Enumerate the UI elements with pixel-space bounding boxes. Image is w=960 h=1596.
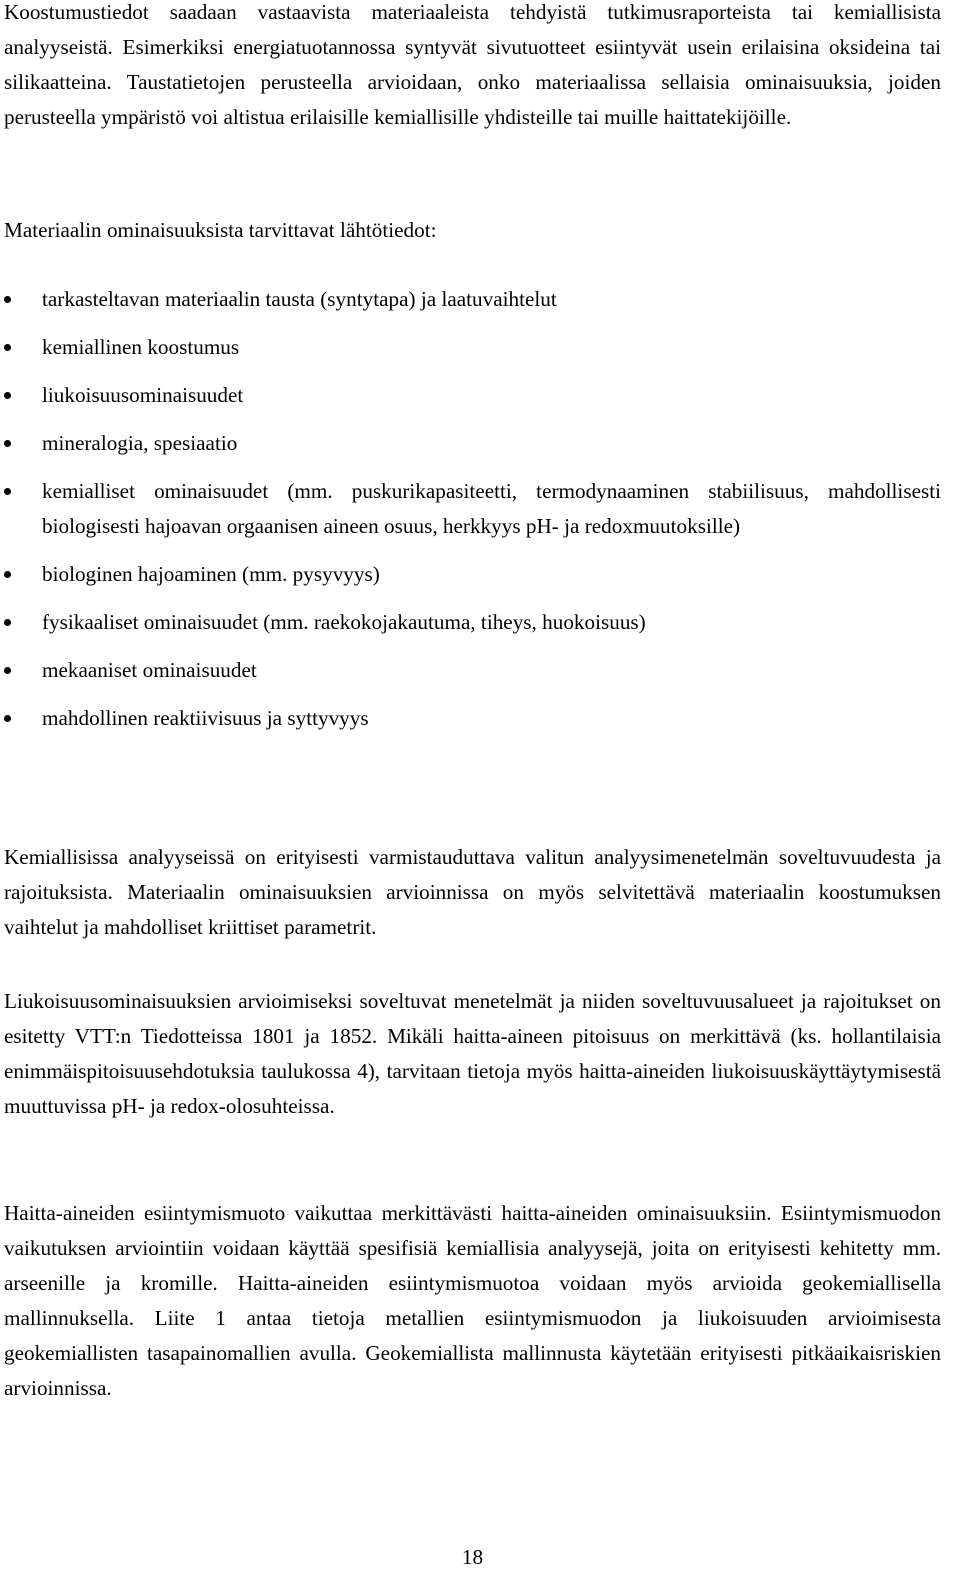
list-item [4,653,941,688]
bullet-icon [4,344,11,351]
list-item [4,605,941,640]
list-item-text: kemialliset ominaisuudet (mm. puskurikapasiteetti, termodynaaminen stabiilisuus, mahdollisesti biologisesti hajoavan orgaanisen aineen osuus, herkkyys pH- ja redoxmuutoksille) [42,479,941,538]
list-item [4,557,941,592]
paragraph-occurrence-form: Haitta-aineiden esiintymismuoto vaikuttaa merkittävästi haitta-aineiden ominaisuuksiin. Esiintymismuodon vaikutuksen arviointiin voidaan käyttää spesifisiä kemiallisia analyysejä, joita on erityisesti kehitetty mm. arseenille ja kromille. Haitta-aineiden esiintymismuotoa voidaan myös arvioida geokemiallisella mallinnuksella. Liite 1 antaa tietoja metallien esiintymismuodon ja liukoisuuden arvioimisesta geokemiallisten tasapainomallien avulla. Geokemiallista mallinnusta käytetään erityisesti pitkäaikaisriskien arvioinnissa. [4,1201,941,1400]
bullet-icon [4,667,11,674]
list-item [4,330,941,365]
list-item-text: liukoisuusominaisuudet [42,383,244,407]
bullet-icon [4,392,11,399]
bullet-icon [4,619,11,626]
list-item-text: mineralogia, spesiaatio [42,431,238,455]
list-item [4,701,941,736]
paragraph-source-data-intro: Materiaalin ominaisuuksista tarvittavat lähtötiedot: [4,218,437,242]
list-item-text: tarkasteltavan materiaalin tausta (syntytapa) ja laatuvaihtelut [42,287,557,311]
bullet-icon [4,296,11,303]
list-item [4,474,941,544]
paragraph-composition-data: Koostumustiedot saadaan vastaavista materiaaleista tehdyistä tutkimusraporteista tai kemiallisista analyyseistä. Esimerkiksi energiatuotannossa syntyvät sivutuotteet esiintyvät usein erilaisina oksideina tai silikaatteina. Taustatietojen perusteella arvioidaan, onko materiaalissa sellaisia ominaisuuksia, joiden perusteella ympäristö voi altistua erilaisille kemiallisille yhdisteille tai muille haittatekijöille. [4,0,941,129]
paragraph-chemical-analyses: Kemiallisissa analyyseissä on erityisesti varmistauduttava valitun analyysimenetelmän soveltuvuudesta ja rajoituksista. Materiaalin ominaisuuksien arvioinnissa on myös selvitettävä materiaalin koostumuksen vaihtelut ja mahdolliset kriittiset parametrit. [4,845,941,939]
list-item-text: biologinen hajoaminen (mm. pysyvyys) [42,562,380,586]
page-number: 18 [461,1545,484,1569]
bullet-icon [4,440,11,447]
list-item [4,282,941,317]
list-item-text: kemiallinen koostumus [42,335,240,359]
list-item-text: fysikaaliset ominaisuudet (mm. raekokojakautuma, tiheys, huokoisuus) [42,610,646,634]
list-item-text: mahdollinen reaktiivisuus ja syttyvyys [42,706,369,730]
bullet-icon [4,571,11,578]
list-item-text: mekaaniset ominaisuudet [42,658,257,682]
paragraph-solubility-methods: Liukoisuusominaisuuksien arvioimiseksi soveltuvat menetelmät ja niiden soveltuvuusalueet ja rajoitukset on esitetty VTT:n Tiedotteissa 1801 ja 1852. Mikäli haitta-aineen pitoisuus on merkittävä (ks. hollantilaisia enimmäispitoisuusehdotuksia taulukossa 4), tarvitaan tietoja myös haitta-aineiden liukoisuuskäyttäytymisestä muuttuvissa pH- ja redox-olosuhteissa. [4,989,941,1118]
list-item [4,378,941,413]
list-item [4,426,941,461]
bullet-icon [4,488,11,495]
source-data-bullet-list [4,282,941,749]
bullet-icon [4,715,11,722]
